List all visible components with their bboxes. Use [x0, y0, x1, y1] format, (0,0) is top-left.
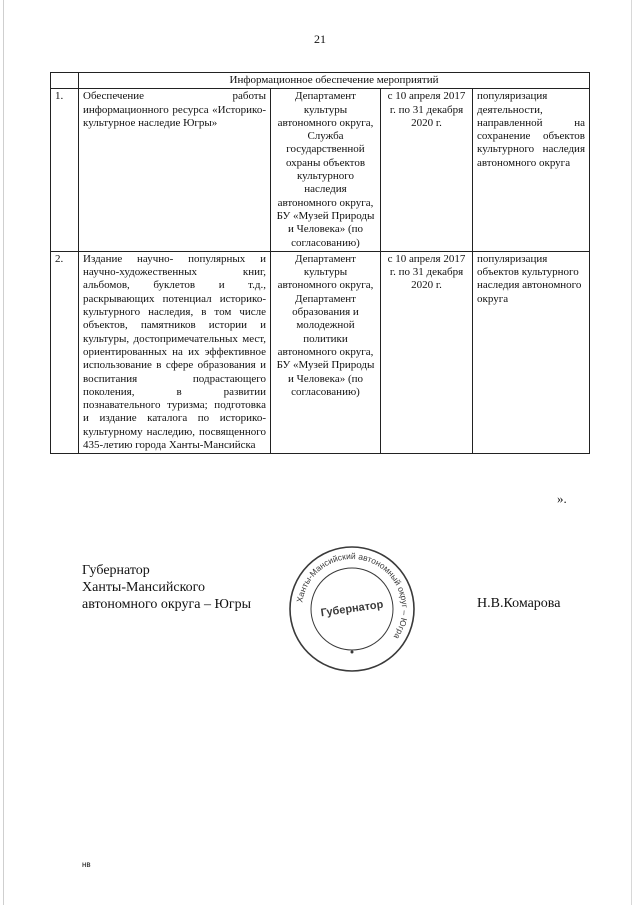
executor-cell: Департамент культуры автономного округа, Служба государственной охраны объектов культурного наследия автономного округа, БУ «Музей Природы и Человека» (по согласованию): [271, 89, 381, 252]
executor-cell: Департамент культуры автономного округа, Департамент образования и молодежной политики автономного округа, БУ «Музей Природы и Человека» (по согласованию): [271, 251, 381, 453]
activities-table: [50, 72, 590, 454]
page-number: 21: [314, 32, 326, 46]
period-cell: с 10 апреля 2017 г. по 31 декабря 2020 г.: [381, 251, 473, 453]
signatory-name: Н.В.Комарова: [477, 596, 561, 611]
closing-quote: ».: [557, 491, 567, 506]
seal-dot-mark: [351, 651, 354, 654]
result-cell: популяризация объектов культурного наследия автономного округа: [473, 251, 590, 453]
table-row: [51, 251, 590, 453]
signatory-title-line: автономного округа – Югры: [82, 597, 251, 612]
period-cell: с 10 апреля 2017 г. по 31 декабря 2020 г.: [381, 89, 473, 252]
table-section-row: [51, 73, 590, 89]
official-seal: [287, 544, 417, 674]
activity-cell: Издание научно- популярных и научно-художественных книг, альбомов, буклетов и т.д., раскрывающих потенциал историко-культурного наследия, в том числе объектов, памятников истории и культуры, достопримечательных мест, ориентированных на их эффективное использование в сфере образования и воспитания подрастающего поколения, в развитии познавательного туризма; подготовка и издание каталога по историко-культурному наследию, посвященного 435-летию города Ханты-Мансийска: [79, 251, 271, 453]
activity-cell: Обеспечение работы информационного ресурса «Историко-культурное наследие Югры»: [79, 89, 271, 252]
signatory-title-line: Ханты-Мансийского: [82, 580, 206, 595]
result-cell: популяризация деятельности, направленной на сохранение объектов культурного наследия автономного округа: [473, 89, 590, 252]
row-number: 1.: [51, 89, 79, 252]
row-number: 2.: [51, 251, 79, 453]
seal-ring-text: Ханты-Мансийский автономный округ – Югра: [294, 550, 411, 642]
page-edge-right: [631, 0, 632, 905]
table-row: [51, 89, 590, 252]
seal-center-text: Губернатор: [319, 598, 385, 620]
section-title: Информационное обеспечение мероприятий: [79, 73, 590, 89]
signatory-title-line: Губернатор: [82, 563, 150, 578]
footer-initials: нв: [82, 860, 91, 869]
signatory-title: [82, 562, 251, 613]
page-edge-left: [3, 0, 4, 905]
